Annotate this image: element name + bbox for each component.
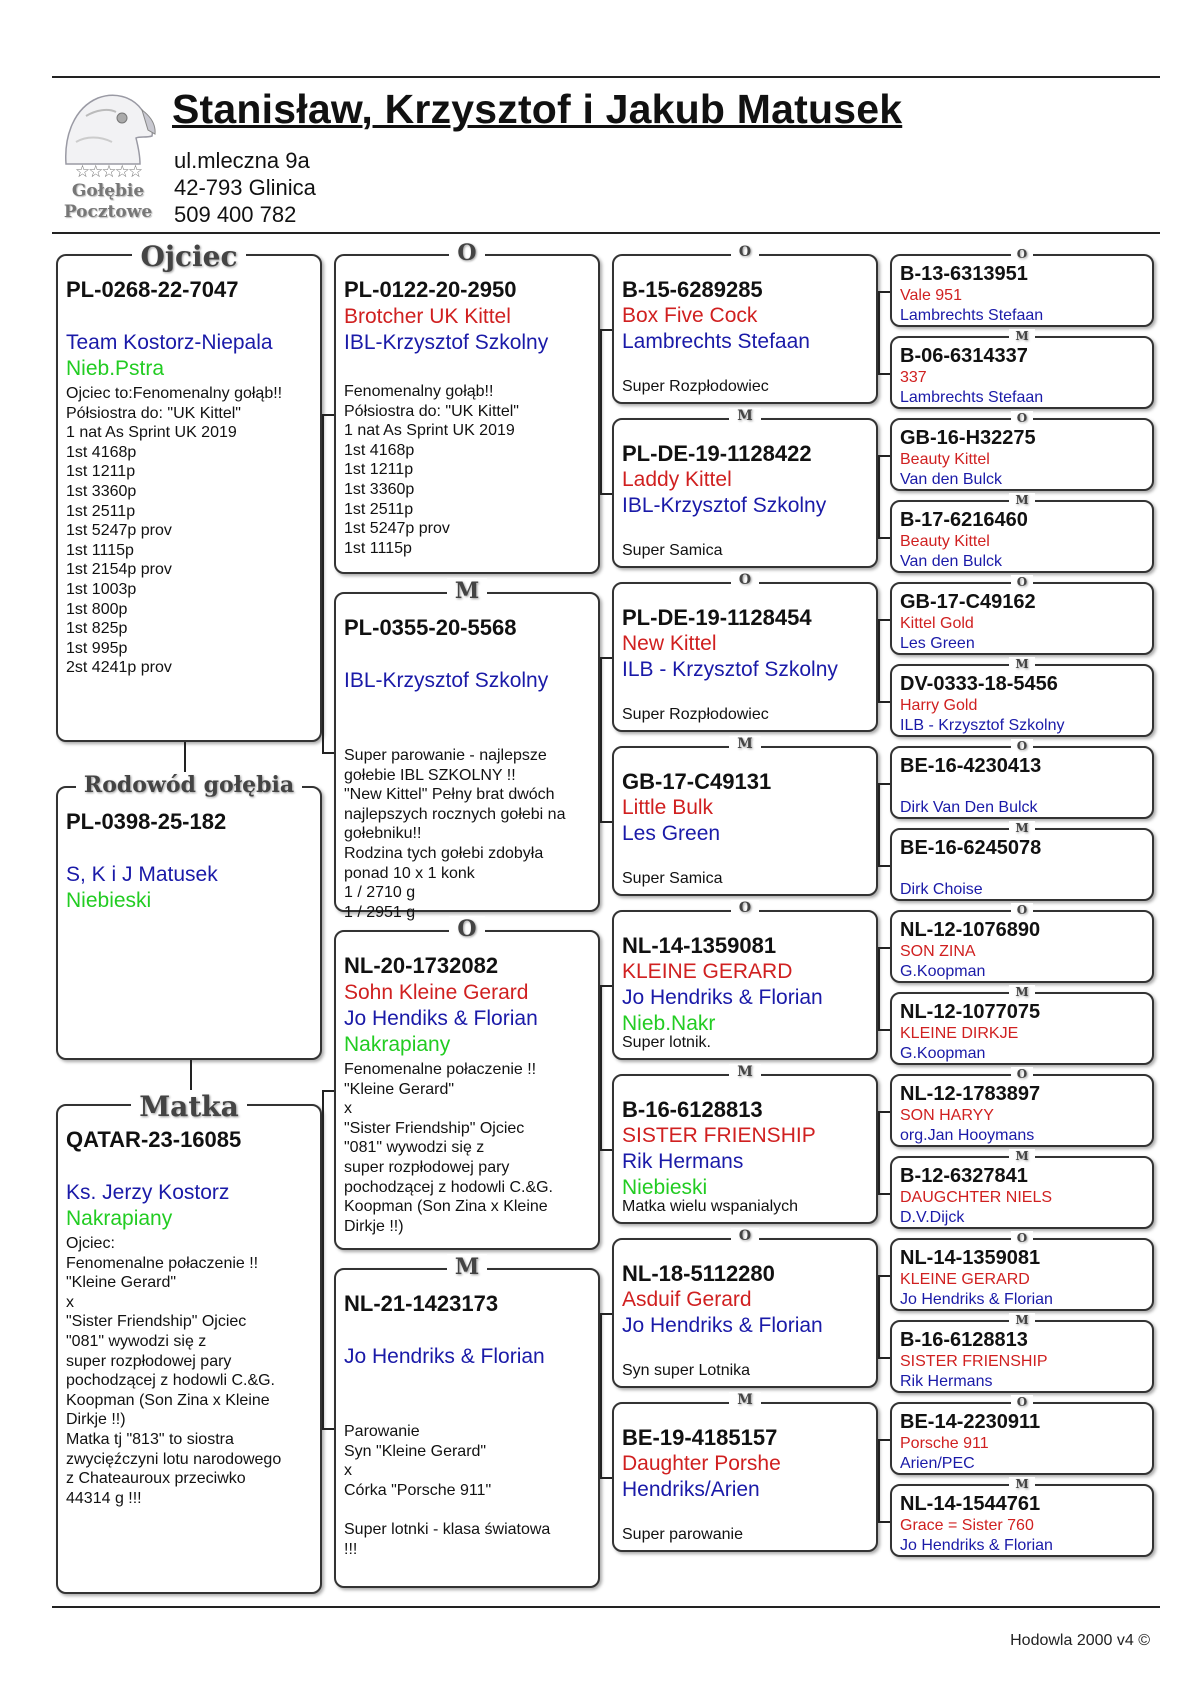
card-content [900,1164,1148,1226]
pigeon-name: Sohn Kleine Gerard [344,981,529,1004]
breeder-name-title: Stanisław, Krzysztof i Jakub Matusek [172,86,903,132]
gen4-ancestor-card[interactable] [890,1477,1154,1557]
breeder-name: Jo Hendriks & Florian [900,1291,1053,1308]
gen3-ancestor-card[interactable] [612,736,878,896]
breeder-name: IBL-Krzysztof Szkolny [344,331,549,354]
father-ring-number: PL-0268-22-7047 [66,277,239,302]
male-sex-label: O [1011,247,1033,261]
card-content [900,262,1148,324]
female-sex-label: M [1009,493,1034,507]
card-content [900,1492,1148,1554]
sex-label-wrapper [892,819,1152,837]
ring-number: NL-20-1732082 [344,953,499,978]
breeder-name: ILB - Krzysztof Szkolny [622,658,838,681]
sex-label-wrapper [614,571,876,589]
pigeon-name: Beauty Kittel [900,533,990,550]
card-content [344,614,594,921]
male-sex-label: O [449,916,484,942]
female-sex-label: M [447,1254,487,1280]
sex-label-wrapper [892,1147,1152,1165]
pigeon-name: SISTER FRIENSHIP [622,1124,816,1147]
female-sex-label: M [1009,657,1034,671]
female-sex-label: M [729,736,761,752]
ring-number: BE-16-4230413 [900,755,1042,777]
pigeon-head-icon [56,86,160,166]
breeder-name: IBL-Krzysztof Szkolny [344,669,549,692]
gen4-ancestor-card[interactable] [890,1231,1154,1311]
breeder-name: Jo Hendriks & Florian [622,1314,823,1337]
feather-color: Nakrapiany [344,1033,451,1056]
ring-number: NL-18-5112280 [622,1261,775,1286]
notes: Super Rozpłodowiec [622,706,769,723]
sex-label-wrapper [614,243,876,261]
breeder-name: Rik Hermans [900,1373,993,1390]
pigeon-name: Kittel Gold [900,615,974,632]
connector-line [190,1060,192,1102]
notes: Fenomenalne połaczenie !! "Kleine Gerard" x "Sister Friendship" Ojciec "081" wywodzi się z super rozpłodowej pary pochodzącej z hodowli C.&G. Koopman (Son Zina x Kleine Dirkje !!) [344,1061,553,1235]
female-sex-label: M [729,1392,761,1408]
pigeon-name [900,860,1148,880]
card-content [622,932,872,1054]
gen4-ancestor-card[interactable] [890,575,1154,655]
gen4-ancestor-card[interactable] [890,1149,1154,1229]
gen4-ancestor-card[interactable] [890,657,1154,737]
pigeon-name [900,778,1148,798]
notes: Super parowanie [622,1526,743,1543]
notes: Super lotnik. [622,1034,711,1051]
connector-line [878,865,890,867]
male-sex-label: O [1011,411,1033,425]
breeder-name: Van den Bulck [900,471,1002,488]
ring-number: PL-DE-19-1128422 [622,441,812,466]
ring-number: B-15-6289285 [622,277,763,302]
ring-number: PL-0355-20-5568 [344,615,517,640]
female-sex-label: M [729,408,761,424]
card-content [900,754,1148,816]
gen2-ancestor-card[interactable] [334,1254,600,1588]
card-content [622,1260,872,1382]
card-content [900,1410,1148,1472]
connector-line [878,701,890,703]
gen4-ancestor-card[interactable] [890,821,1154,901]
sex-label-wrapper [336,240,598,266]
sex-label-wrapper [892,655,1152,673]
breeder-name: Dirk Van Den Bulck [900,799,1038,816]
card-content [900,836,1148,898]
gen3-ancestor-card[interactable] [612,1228,878,1388]
sex-label-wrapper [336,578,598,604]
subject-pigeon-card[interactable] [56,772,322,1060]
pigeon-name: Laddy Kittel [622,468,732,491]
pigeon-name [344,642,594,668]
pigeon-name: Harry Gold [900,697,978,714]
gen2-ancestor-card[interactable] [334,916,600,1250]
gen4-ancestor-card[interactable] [890,1395,1154,1475]
card-content [900,1328,1148,1390]
sex-label-wrapper [614,1227,876,1245]
breeder-name: Van den Bulck [900,553,1002,570]
sex-label-wrapper [892,327,1152,345]
notes: Super Samica [622,870,723,887]
connector-line [600,493,612,495]
card-content [900,1000,1148,1062]
mother-breeder: Ks. Jerzy Kostorz [66,1181,230,1204]
male-sex-label: O [1011,903,1033,917]
female-sex-label: M [447,578,487,604]
sex-label-wrapper [892,983,1152,1001]
ring-number: NL-12-1783897 [900,1083,1041,1105]
connector-line [322,1428,334,1430]
breeder-name: G.Koopman [900,1045,986,1062]
connector-line [878,1193,890,1195]
pigeon-name: KLEINE GERARD [900,1271,1030,1288]
father-breeder: Team Kostorz-Niepala [66,331,273,354]
ring-number: NL-12-1077075 [900,1001,1041,1023]
connector-line [878,619,880,701]
gen3-ancestor-card[interactable] [612,572,878,732]
connector-line [878,1275,880,1357]
ring-number: DV-0333-18-5456 [900,673,1058,695]
card-content [900,918,1148,980]
breeder-name: Jo Hendiks & Florian [344,1007,538,1030]
phone-number: 509 400 782 [174,202,297,227]
subject-color: Niebieski [66,889,152,912]
card-content [622,768,872,890]
breeder-name: Jo Hendriks & Florian [344,1345,545,1368]
pigeon-name [344,1318,594,1344]
pigeon-name: Daughter Porshe [622,1452,781,1475]
header-bottom-rule [52,232,1160,234]
breeder-name: ILB - Krzysztof Szkolny [900,717,1065,734]
mother-ring-number: QATAR-23-16085 [66,1127,242,1152]
card-content [622,1424,872,1546]
male-sex-label: O [731,1228,759,1244]
card-content [900,1082,1148,1144]
breeder-name: Lambrechts Stefaan [900,307,1044,324]
sex-label-wrapper [614,735,876,753]
pigeon-name: Asduif Gerard [622,1288,752,1311]
breeder-name: Lambrechts Stefaan [900,389,1044,406]
ring-number: B-13-6313951 [900,263,1028,285]
gen2-ancestor-card[interactable] [334,240,600,574]
sex-label-wrapper [892,1065,1152,1083]
ring-number: NL-21-1423173 [344,1291,499,1316]
ring-number: B-06-6314337 [900,345,1028,367]
breeder-name: Les Green [622,822,721,845]
connector-line [878,1439,880,1521]
gen3-ancestor-card[interactable] [612,900,878,1060]
breeder-name: org.Jan Hooymans [900,1127,1035,1144]
feather-color: Niebieski [622,1176,708,1199]
breeder-name: Arien/PEC [900,1455,975,1472]
female-sex-label: M [1009,1477,1034,1491]
father-color: Nieb.Pstra [66,357,165,380]
gen4-ancestor-card[interactable] [890,1067,1154,1147]
connector-line [878,1111,880,1193]
female-sex-label: M [1009,1313,1034,1327]
connector-line [184,742,186,784]
pigeon-name: SON ZINA [900,943,976,960]
breeder-name: Jo Hendriks & Florian [900,1537,1053,1554]
female-sex-label: M [1009,1149,1034,1163]
connector-line [322,414,324,752]
gen4-ancestor-card[interactable] [890,903,1154,983]
pigeon-name: SISTER FRIENSHIP [900,1353,1048,1370]
address-city: 42-793 Glinica [174,175,316,200]
male-sex-label: O [1011,1231,1033,1245]
sex-label-wrapper [614,1391,876,1409]
feather-color: Nieb.Nakr [622,1012,716,1035]
notes: Fenomenalny gołąb!! Półsiostra do: "UK Kittel" 1 nat As Sprint UK 2019 1st 4168p 1st 1211p 1st 3360p 1st 2511p 1st 5247p prov 1st 1115p [344,383,519,557]
male-sex-label: O [1011,575,1033,589]
notes: Super parowanie - najlepsze gołebie IBL SZKOLNY !! "New Kittel" Pełny brat dwóch najlepszych rocznych gołebi na gołebniku!! Rodzina tych gołebi zdobyła ponad 10 x 1 konk 1 / 2710 g 1 / 2951 g [344,747,566,921]
sex-label-wrapper [614,899,876,917]
card-content [900,508,1148,570]
notes: Super Rozpłodowiec [622,378,769,395]
card-content [622,604,872,726]
breeder-name: Dirk Choise [900,881,983,898]
gen2-ancestor-card[interactable] [334,578,600,921]
sex-label-wrapper [336,1254,598,1280]
logo-stars: ☆☆☆☆☆ [74,162,142,181]
connector-line [600,657,602,821]
father-card[interactable] [56,240,322,742]
father-label: Ojciec [132,240,245,273]
ring-number: GB-17-C49162 [900,591,1036,613]
ring-number: GB-16-H32275 [900,427,1036,449]
male-sex-label: O [731,900,759,916]
sex-label-wrapper [892,491,1152,509]
connector-line [600,1477,612,1479]
gen3-ancestor-card[interactable] [612,1064,878,1224]
subject-breeder: S, K i J Matusek [66,863,218,886]
address-street: ul.mleczna 9a [174,148,310,173]
male-sex-label: O [731,244,759,260]
top-rule [52,76,1160,78]
logo-text-line1: Gołębie [71,181,145,201]
card-content [344,1290,594,1582]
gen4-ancestor-card[interactable] [890,739,1154,819]
pigeon-name: Box Five Cock [622,304,758,327]
breeder-name: Rik Hermans [622,1150,744,1173]
connector-line [878,537,890,539]
pigeon-name: KLEINE DIRKJE [900,1025,1019,1042]
connector-line [878,1029,890,1031]
connector-line [878,1521,890,1523]
gen3-ancestor-card[interactable] [612,244,878,404]
connector-line [878,373,890,375]
subject-ring-number: PL-0398-25-182 [66,809,227,834]
mother-color: Nakrapiany [66,1207,173,1230]
breeder-name: IBL-Krzysztof Szkolny [622,494,827,517]
breeder-name: G.Koopman [900,963,986,980]
connector-line [878,1357,890,1359]
connector-line [600,1313,602,1477]
notes: Matka wielu wspanialych [622,1198,799,1215]
notes: Parowanie Syn "Kleine Gerard" x Córka "Porsche 911" Super lotnki - klasa światowa !!! [344,1423,551,1558]
female-sex-label: M [729,1064,761,1080]
pigeon-name: DAUGCHTER NIELS [900,1189,1053,1206]
connector-line [600,985,602,1149]
sex-label-wrapper [614,1063,876,1081]
sex-label-wrapper [892,409,1152,427]
male-sex-label: O [1011,1395,1033,1409]
card-content [344,276,594,568]
ring-number: BE-16-6245078 [900,837,1042,859]
sex-label-wrapper [892,737,1152,755]
mother-notes: Ojciec: Fenomenalne połaczenie !! "Kleine Gerard" x "Sister Friendship" Ojciec "081" wywodzi się z super rozpłodowej pary pochodzącej z hodowli C.&G. Koopman (Son Zina x Kleine Dirkje !!) Matka tj "813" to siostra zwycięźczyni lotu narodowego z Chateauroux przeciwko 44314 g !!! [66,1235,282,1507]
ring-number: NL-14-1359081 [622,933,777,958]
sex-label-wrapper [892,1393,1152,1411]
gen4-ancestor-card[interactable] [890,985,1154,1065]
breeder-name: Hendriks/Arien [622,1478,760,1501]
connector-line [322,1090,324,1428]
ring-number: B-12-6327841 [900,1165,1028,1187]
pigeon-name: Porsche 911 [900,1435,989,1452]
subject-label: Rodowód gołębia [76,772,302,798]
ring-number: B-17-6216460 [900,509,1028,531]
sex-label-wrapper [892,1311,1152,1329]
pigeon-name: Little Bulk [622,796,714,819]
mother-card[interactable] [56,1090,322,1594]
card-content [900,1246,1148,1308]
pigeon-name: 337 [900,369,927,386]
female-sex-label: M [1009,985,1034,999]
gen4-ancestor-card[interactable] [890,493,1154,573]
ring-number: NL-14-1359081 [900,1247,1041,1269]
pigeon-name: New Kittel [622,632,717,655]
ring-number: GB-17-C49131 [622,769,772,794]
ring-number: B-16-6128813 [900,1329,1028,1351]
female-sex-label: M [1009,821,1034,835]
connector-line [878,455,880,537]
pigeon-name: Grace = Sister 760 [900,1517,1034,1534]
ring-number: B-16-6128813 [622,1097,763,1122]
notes: Super Samica [622,542,723,559]
male-sex-label: O [1011,1067,1033,1081]
connector-line [600,1149,612,1151]
card-content [622,1096,872,1218]
gen3-ancestor-card[interactable] [612,1392,878,1552]
ring-number: PL-DE-19-1128454 [622,605,812,630]
notes: Syn super Lotnika [622,1362,751,1379]
sex-label-wrapper [614,407,876,425]
sex-label-wrapper [892,573,1152,591]
card-content [900,672,1148,734]
card-content [622,440,872,562]
card-content [900,344,1148,406]
gen3-ancestor-card[interactable] [612,408,878,568]
ring-number: NL-14-1544761 [900,1493,1041,1515]
connector-line [878,783,880,865]
gen4-ancestor-card[interactable] [890,329,1154,409]
card-content [900,426,1148,488]
female-sex-label: M [1009,329,1034,343]
card-content [900,590,1148,652]
connector-line [600,329,602,493]
pigeon-name: Beauty Kittel [900,451,990,468]
connector-line [600,821,612,823]
pigeon-name: Vale 951 [900,287,962,304]
mother-label: Matka [131,1090,247,1123]
footer-rule [52,1606,1160,1608]
sex-label-wrapper [892,1229,1152,1247]
card-content [344,952,594,1244]
breeder-name: Les Green [900,635,975,652]
gen4-ancestor-card[interactable] [890,1313,1154,1393]
connector-line [878,947,880,1029]
breeder-name: D.V.Dijck [900,1209,965,1226]
logo-text-line2: Pocztowe [63,202,153,222]
pigeon-name: KLEINE GERARD [622,960,793,983]
breeder-name: Lambrechts Stefaan [622,330,810,353]
gen4-ancestor-card[interactable] [890,247,1154,327]
male-sex-label: O [449,240,484,266]
breeder-name: Jo Hendriks & Florian [622,986,823,1009]
sex-label-wrapper [892,245,1152,263]
connector-line [322,752,334,754]
pigeon-name: Brotcher UK Kittel [344,305,511,328]
ring-number: BE-19-4185157 [622,1425,778,1450]
sex-label-wrapper [892,901,1152,919]
father-notes: Ojciec to:Fenomenalny gołąb!! Półsiostra do: "UK Kittel" 1 nat As Sprint UK 2019 1st 4168p 1st 1211p 1st 3360p 1st 2511p 1st 5247p prov 1st 1115p 1st 2154p prov 1st 1003p 1st 800p 1st 825p 1st 995p 2st 4241p prov [66,385,283,677]
male-sex-label: O [731,572,759,588]
ring-number: NL-12-1076890 [900,919,1041,941]
ring-number: BE-14-2230911 [900,1411,1041,1433]
footer-software-credit: Hodowla 2000 v4 © [1010,1632,1150,1649]
ring-number: PL-0122-20-2950 [344,277,517,302]
gen4-ancestor-card[interactable] [890,411,1154,491]
breeder-logo [56,86,160,226]
sex-label-wrapper [892,1475,1152,1493]
card-content [622,276,872,398]
male-sex-label: O [1011,739,1033,753]
pigeon-name: SON HARYY [900,1107,994,1124]
connector-line [878,291,880,373]
